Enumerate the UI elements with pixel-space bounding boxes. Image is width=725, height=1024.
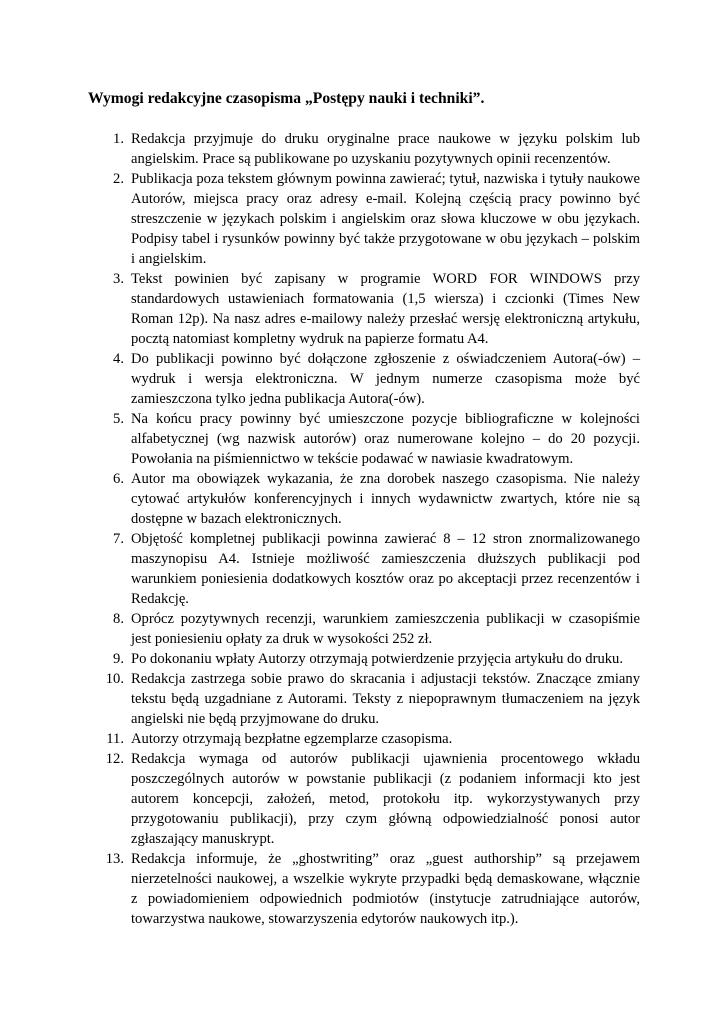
list-item-number: 10. <box>105 671 124 687</box>
document-title: Wymogi redakcyjne czasopisma „Postępy nauki i techniki”. <box>88 90 485 107</box>
list-item-text: Redakcja przyjmuje do druku oryginalne prace naukowe w języku polskim lub angielskim. Prace są publikowane po uzyskaniu pozytywnych opinii recenzentów. <box>131 131 640 167</box>
list-item <box>97 849 640 929</box>
list-item-number: 9. <box>113 651 124 667</box>
list-item-number: 7. <box>113 531 124 547</box>
list-item-number: 5. <box>113 411 124 427</box>
list-item <box>97 169 640 269</box>
list-item <box>97 669 640 729</box>
list-item-number: 11. <box>106 731 124 747</box>
list-item <box>97 469 640 529</box>
list-item-text: Publikacja poza tekstem głównym powinna zawierać; tytuł, nazwiska i tytuły naukowe Autorów, miejsca pracy oraz adresy e-mail. Kolejną częścią pracy powinno być streszczenie w językach polskim i angielskim oraz słowa kluczowe w obu językach. Podpisy tabel i rysunków powinny być także przygotowane w obu językach – polskim i angielskim. <box>131 171 640 267</box>
list-item-number: 6. <box>113 471 124 487</box>
list-item-number: 4. <box>113 351 124 367</box>
list-item-text: Redakcja informuje, że „ghostwriting” oraz „guest authorship” są przejawem nierzetelności naukowej, a wszelkie wykryte przypadki będą demaskowane, włącznie z powiadomieniem odpowiednich podmiotów (instytucje zatrudniające autorów, towarzystwa naukowe, stowarzyszenia edytorów naukowych itp.). <box>131 851 640 927</box>
list-item-number: 1. <box>113 131 124 147</box>
list-item-number: 3. <box>113 271 124 287</box>
list-item-text: Autorzy otrzymają bezpłatne egzemplarze czasopisma. <box>131 731 453 747</box>
list-item <box>97 729 640 749</box>
list-item-text: Po dokonaniu wpłaty Autorzy otrzymają potwierdzenie przyjęcia artykułu do druku. <box>131 651 623 667</box>
list-item-text: Tekst powinien być zapisany w programie WORD FOR WINDOWS przy standardowych ustawieniach formatowania (1,5 wiersza) i czcionki (Times New Roman 12p). Na nasz adres e-mailowy należy przesłać wersję elektroniczną artykułu, pocztą natomiast kompletny wydruk na papierze formatu A4. <box>131 271 640 347</box>
requirements-list <box>97 129 640 929</box>
list-item-text: Redakcja zastrzega sobie prawo do skracania i adjustacji tekstów. Znaczące zmiany tekstu będą uzgadniane z Autorami. Teksty z niepoprawnym tłumaczeniem na język angielski nie będą przyjmowane do druku. <box>131 671 640 727</box>
list-item <box>97 649 640 669</box>
list-item <box>97 409 640 469</box>
list-item-number: 12. <box>105 751 124 767</box>
list-item <box>97 609 640 649</box>
list-item <box>97 129 640 169</box>
list-item-text: Na końcu pracy powinny być umieszczone pozycje bibliograficzne w kolejności alfabetycznej (wg nazwisk autorów) oraz numerowane kolejno – do 20 pozycji. Powołania na piśmiennictwo w tekście podawać w nawiasie kwadratowym. <box>131 411 640 467</box>
list-item-text: Oprócz pozytywnych recenzji, warunkiem zamieszczenia publikacji w czasopiśmie jest poniesieniu opłaty za druk w wysokości 252 zł. <box>131 611 640 647</box>
list-item-text: Objętość kompletnej publikacji powinna zawierać 8 – 12 stron znormalizowanego maszynopisu A4. Istnieje możliwość zamieszczenia dłuższych publikacji pod warunkiem poniesienia dodatkowych kosztów oraz po akceptacji przez recenzentów i Redakcję. <box>131 531 640 607</box>
list-item <box>97 269 640 349</box>
list-item-text: Redakcja wymaga od autorów publikacji ujawnienia procentowego wkładu poszczególnych autorów w powstanie publikacji (z podaniem informacji kto jest autorem koncepcji, założeń, metod, protokołu itp. wykorzystywanych przy przygotowaniu publikacji), przy czym główną odpowiedzialność ponosi autor zgłaszający manuskrypt. <box>131 751 640 847</box>
list-item-number: 2. <box>113 171 124 187</box>
list-item-number: 13. <box>105 851 124 867</box>
list-item-text: Autor ma obowiązek wykazania, że zna dorobek naszego czasopisma. Nie należy cytować artykułów konferencyjnych i innych wydawnictw zwartych, które nie są dostępne w bazach elektronicznych. <box>131 471 640 527</box>
list-item <box>97 349 640 409</box>
list-item-number: 8. <box>113 611 124 627</box>
list-item-text: Do publikacji powinno być dołączone zgłoszenie z oświadczeniem Autora(-ów) – wydruk i wersja elektroniczna. W jednym numerze czasopisma może być zamieszczona tylko jedna publikacja Autora(-ów). <box>131 351 640 407</box>
list-item <box>97 529 640 609</box>
list-item <box>97 749 640 849</box>
